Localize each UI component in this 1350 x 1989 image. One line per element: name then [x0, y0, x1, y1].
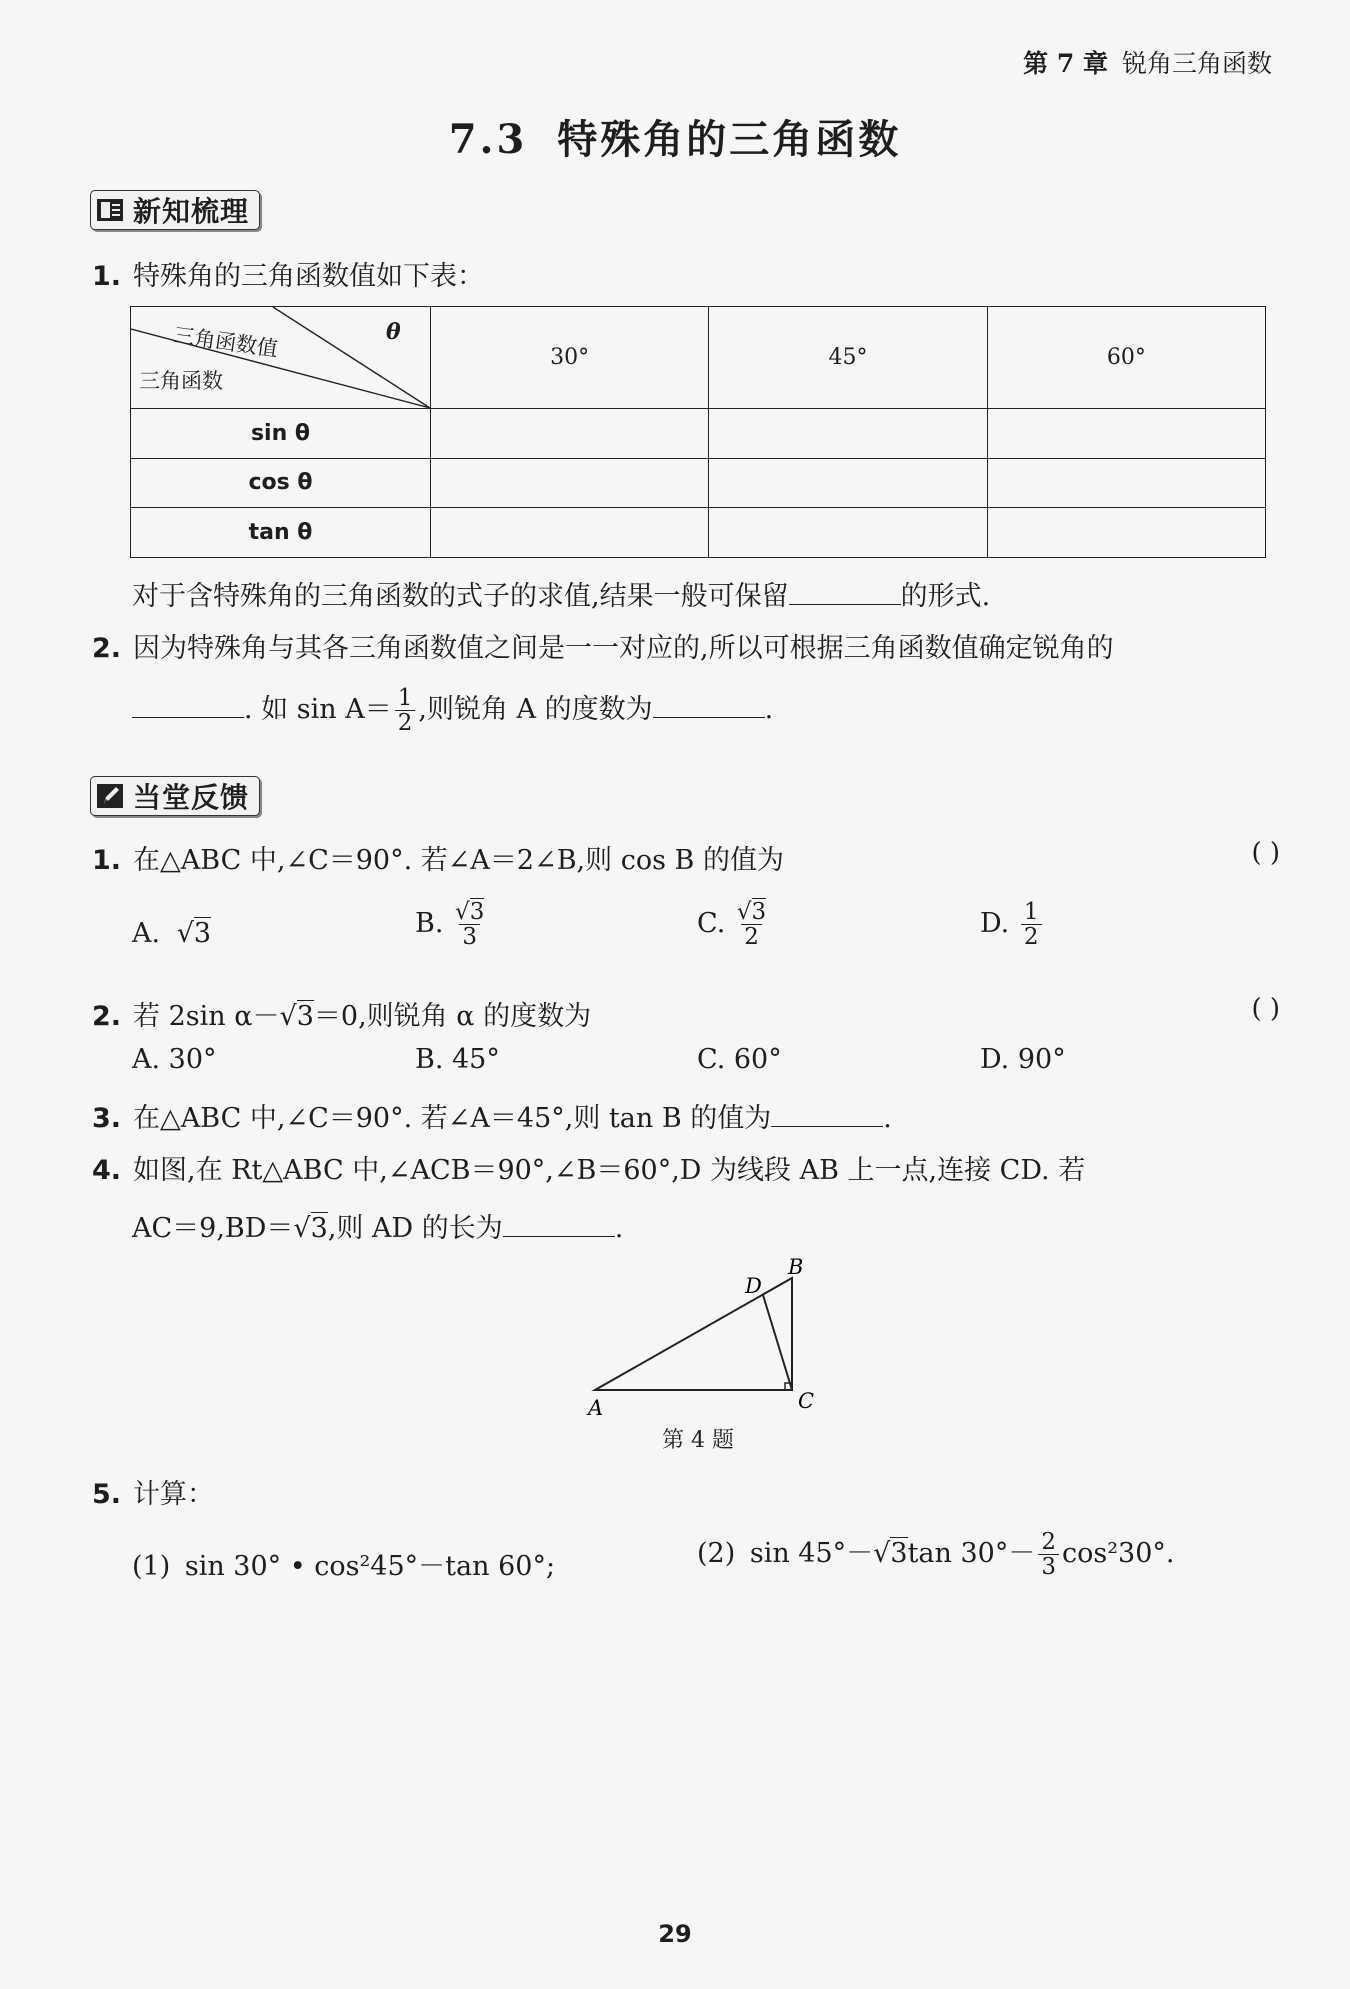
question-text: . 如 sin A＝ [244, 694, 392, 726]
sqrt-radicand: 3 [310, 1213, 328, 1244]
trig-value-table [130, 306, 1266, 558]
page-number: 29 [658, 1920, 692, 1948]
knowledge-note [132, 574, 990, 613]
sqrt-radicand: 3 [890, 1538, 908, 1570]
column-header-30: 30° [431, 307, 709, 409]
answer-cell[interactable] [987, 508, 1265, 558]
answer-cell[interactable] [431, 409, 709, 459]
question-end: . [764, 694, 774, 726]
question-number: 2. [92, 1001, 122, 1032]
corner-value-label: 三角函数值 [172, 322, 280, 362]
pencil-icon [95, 782, 125, 810]
triangle-figure [580, 1255, 840, 1415]
point-label-c: C [798, 1389, 815, 1413]
question-text: 在△ABC 中,∠C＝90°. 若∠A＝2∠B,则 cos B 的值为 [133, 845, 784, 876]
table-row-tan [131, 508, 1266, 558]
note-text: 对于含特殊角的三角函数的式子的求值,结果一般可保留 [132, 581, 789, 612]
table-corner-cell [131, 307, 431, 409]
option-c[interactable]: C. 60° [697, 1044, 782, 1075]
feedback-q3 [92, 1096, 892, 1135]
question-text: 特殊角的三角函数值如下表： [133, 261, 485, 292]
question-end: . [883, 1103, 892, 1134]
feedback-q2 [92, 994, 591, 1033]
option-a[interactable] [132, 918, 211, 949]
q5-part2 [697, 1530, 1175, 1579]
point-label-b: B [788, 1255, 804, 1279]
question-number: 5. [92, 1479, 122, 1510]
point-label-d: D [745, 1274, 762, 1298]
sqrt-expression: √3 [293, 1213, 328, 1244]
answer-paren[interactable]: ( ) [1251, 994, 1280, 1024]
answer-cell[interactable] [431, 508, 709, 558]
question-number: 2. [92, 633, 122, 664]
fraction [1038, 1530, 1059, 1579]
answer-cell[interactable] [709, 508, 987, 558]
option-b[interactable] [415, 900, 487, 949]
point-label-a: A [588, 1396, 604, 1415]
question-text: 若 2sin α－ [133, 1001, 280, 1032]
section-number: 7.3 [448, 116, 528, 163]
question-text: 如图,在 Rt△ABC 中,∠ACB＝90°,∠B＝60°,D 为线段 AB 上一点,连接 CD. 若 [133, 1155, 1086, 1186]
answer-cell[interactable] [709, 458, 987, 508]
answer-blank[interactable] [653, 695, 765, 718]
sqrt-expression: √3 [873, 1538, 908, 1570]
fraction [455, 900, 484, 949]
option-a[interactable]: A. 30° [132, 1044, 217, 1075]
answer-cell[interactable] [987, 409, 1265, 459]
fraction-denominator: 2 [395, 710, 416, 735]
fraction-numerator: 1 [397, 685, 413, 711]
fraction-denominator: 2 [741, 924, 762, 949]
question-number: 4. [92, 1155, 122, 1186]
fraction [1021, 900, 1042, 949]
sqrt-expression: √3 [279, 1001, 314, 1032]
note-text-end: 的形式. [900, 581, 991, 612]
option-label: A. [132, 918, 161, 949]
book-icon [95, 196, 125, 224]
question-text: ＝0,则锐角 α 的度数为 [313, 1001, 592, 1032]
answer-cell[interactable] [431, 458, 709, 508]
answer-blank[interactable] [789, 582, 901, 605]
part-label: (1) [132, 1551, 171, 1582]
sqrt-radicand: 3 [193, 918, 212, 949]
chapter-title: 锐角三角函数 [1121, 49, 1272, 78]
fraction-numerator: √3 [455, 899, 485, 925]
chapter-header [1023, 44, 1272, 80]
fraction-denominator: 3 [459, 924, 480, 949]
feedback-q1 [92, 838, 784, 877]
fraction [737, 900, 766, 949]
sqrt-radicand: 3 [296, 1001, 314, 1032]
feedback-q4 [92, 1148, 1085, 1187]
question-text: 计算： [133, 1479, 215, 1510]
column-header-60: 60° [987, 307, 1265, 409]
part-label: (2) [697, 1538, 736, 1570]
section-badge-feedback [90, 776, 260, 816]
section-label: 当堂反馈 [133, 781, 250, 814]
option-c[interactable] [697, 900, 769, 949]
feedback-q4-line2 [132, 1206, 623, 1245]
option-d[interactable]: D. 90° [980, 1044, 1066, 1075]
knowledge-q2-line2 [132, 686, 773, 735]
knowledge-q2 [92, 626, 1114, 665]
option-label: C. [697, 908, 726, 940]
answer-cell[interactable] [987, 458, 1265, 508]
row-label-tan: tan θ [131, 508, 431, 558]
answer-blank[interactable] [771, 1104, 883, 1127]
page-title [0, 108, 1350, 165]
corner-function-label: 三角函数 [139, 369, 223, 393]
answer-cell[interactable] [709, 409, 987, 459]
row-label-sin: sin θ [131, 409, 431, 459]
sqrt-radicand: 3 [469, 899, 485, 925]
sqrt-radicand: 3 [751, 899, 767, 925]
figure-caption: 第 4 题 [662, 1428, 734, 1453]
question-text: ,则 AD 的长为 [327, 1213, 503, 1244]
segment-cd [763, 1295, 792, 1390]
section-label: 新知梳理 [133, 195, 250, 228]
answer-paren[interactable]: ( ) [1251, 838, 1280, 868]
fraction-numerator: √3 [736, 899, 767, 925]
math-expression: tan 30°－ [907, 1538, 1036, 1570]
table-row-sin [131, 409, 1266, 459]
sqrt-expression: √3 [176, 918, 212, 949]
question-text: 在△ABC 中,∠C＝90°. 若∠A＝45°,则 tan B 的值为 [133, 1103, 772, 1134]
q5-part1 [132, 1544, 555, 1583]
question-text: 因为特殊角与其各三角函数值之间是一一对应的,所以可根据三角函数值确定锐角的 [133, 633, 1114, 664]
fraction-numerator: 1 [1023, 899, 1039, 925]
question-number: 1. [92, 261, 122, 292]
table-header-row [131, 307, 1266, 409]
row-label-cos: cos θ [131, 458, 431, 508]
fraction [395, 686, 416, 735]
math-expression: sin 45°－ [749, 1538, 874, 1570]
section-title: 特殊角的三角函数 [557, 116, 902, 163]
question-number: 3. [92, 1103, 122, 1134]
triangle-abc [595, 1278, 792, 1390]
table-row-cos [131, 458, 1266, 508]
math-expression: cos²30°. [1062, 1538, 1175, 1570]
fraction-numerator: 2 [1041, 1529, 1056, 1555]
question-end: . [614, 1213, 624, 1244]
answer-blank[interactable] [503, 1214, 615, 1237]
fraction-denominator: 2 [1021, 924, 1042, 949]
column-header-45: 45° [709, 307, 987, 409]
option-label: D. [980, 908, 1010, 940]
option-label: B. [415, 908, 444, 940]
answer-blank[interactable] [132, 695, 244, 718]
fraction-denominator: 3 [1038, 1554, 1059, 1579]
knowledge-q1 [92, 254, 484, 293]
chapter-label: 第 7 章 [1023, 49, 1108, 78]
section-badge-knowledge [90, 190, 260, 230]
feedback-q5 [92, 1472, 214, 1511]
question-text: AC＝9,BD＝ [132, 1213, 294, 1244]
option-d[interactable] [980, 900, 1045, 949]
question-number: 1. [92, 845, 122, 876]
question-text: ,则锐角 A 的度数为 [418, 694, 653, 726]
option-b[interactable]: B. 45° [415, 1044, 500, 1075]
math-expression: sin 30° • cos²45°－tan 60°; [184, 1551, 556, 1582]
corner-theta: θ [386, 319, 401, 345]
